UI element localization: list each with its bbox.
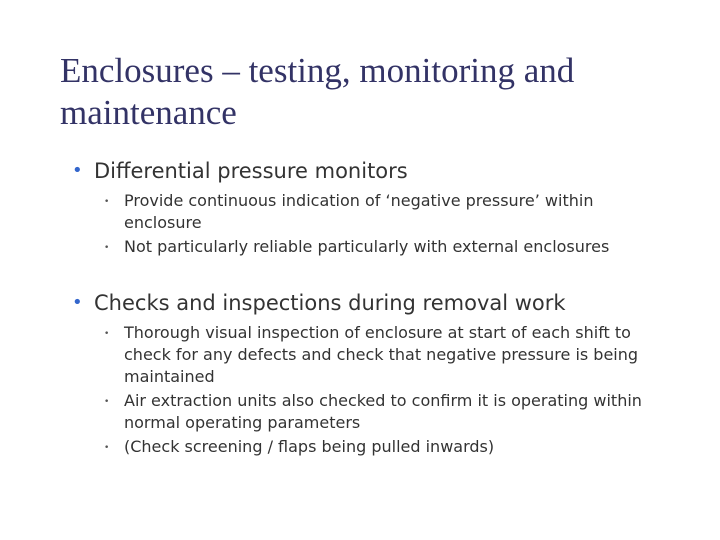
bullet-item [72, 290, 664, 316]
sub-bullet-item [104, 322, 664, 388]
section-heading: Differential pressure monitors [94, 159, 408, 183]
sub-list [104, 322, 664, 460]
bullet-item [72, 158, 664, 184]
section-heading: Checks and inspections during removal work [94, 291, 566, 315]
sub-bullet-dot-icon: • [104, 443, 110, 453]
section-differential-pressure [72, 158, 664, 262]
sub-bullet-text: Provide continuous indication of ‘negative pressure’ within enclosure [124, 191, 594, 232]
sub-bullet-dot-icon: • [104, 243, 110, 253]
sub-bullet-dot-icon: • [104, 197, 110, 207]
sub-bullet-text: Thorough visual inspection of enclosure at start of each shift to check for any defects and check that negative pressure is being maintained [124, 323, 639, 386]
sub-bullet-item [104, 236, 664, 260]
sub-bullet-text: Not particularly reliable particularly with external enclosures [124, 237, 610, 256]
section-checks-inspections [72, 290, 664, 462]
sub-bullet-text: (Check screening / flaps being pulled inwards) [124, 437, 495, 456]
bullet-dot-icon: • [72, 160, 83, 181]
slide-title: Enclosures – testing, monitoring and maintenance [60, 51, 575, 132]
sub-list [104, 190, 664, 260]
sub-bullet-text: Air extraction units also checked to confirm it is operating within normal operating parameters [124, 391, 642, 432]
sub-bullet-dot-icon: • [104, 397, 110, 407]
bullet-dot-icon: • [72, 292, 83, 313]
sub-bullet-item [104, 190, 664, 234]
sub-bullet-item [104, 436, 664, 460]
sub-bullet-item [104, 390, 664, 434]
sub-bullet-dot-icon: • [104, 329, 110, 339]
